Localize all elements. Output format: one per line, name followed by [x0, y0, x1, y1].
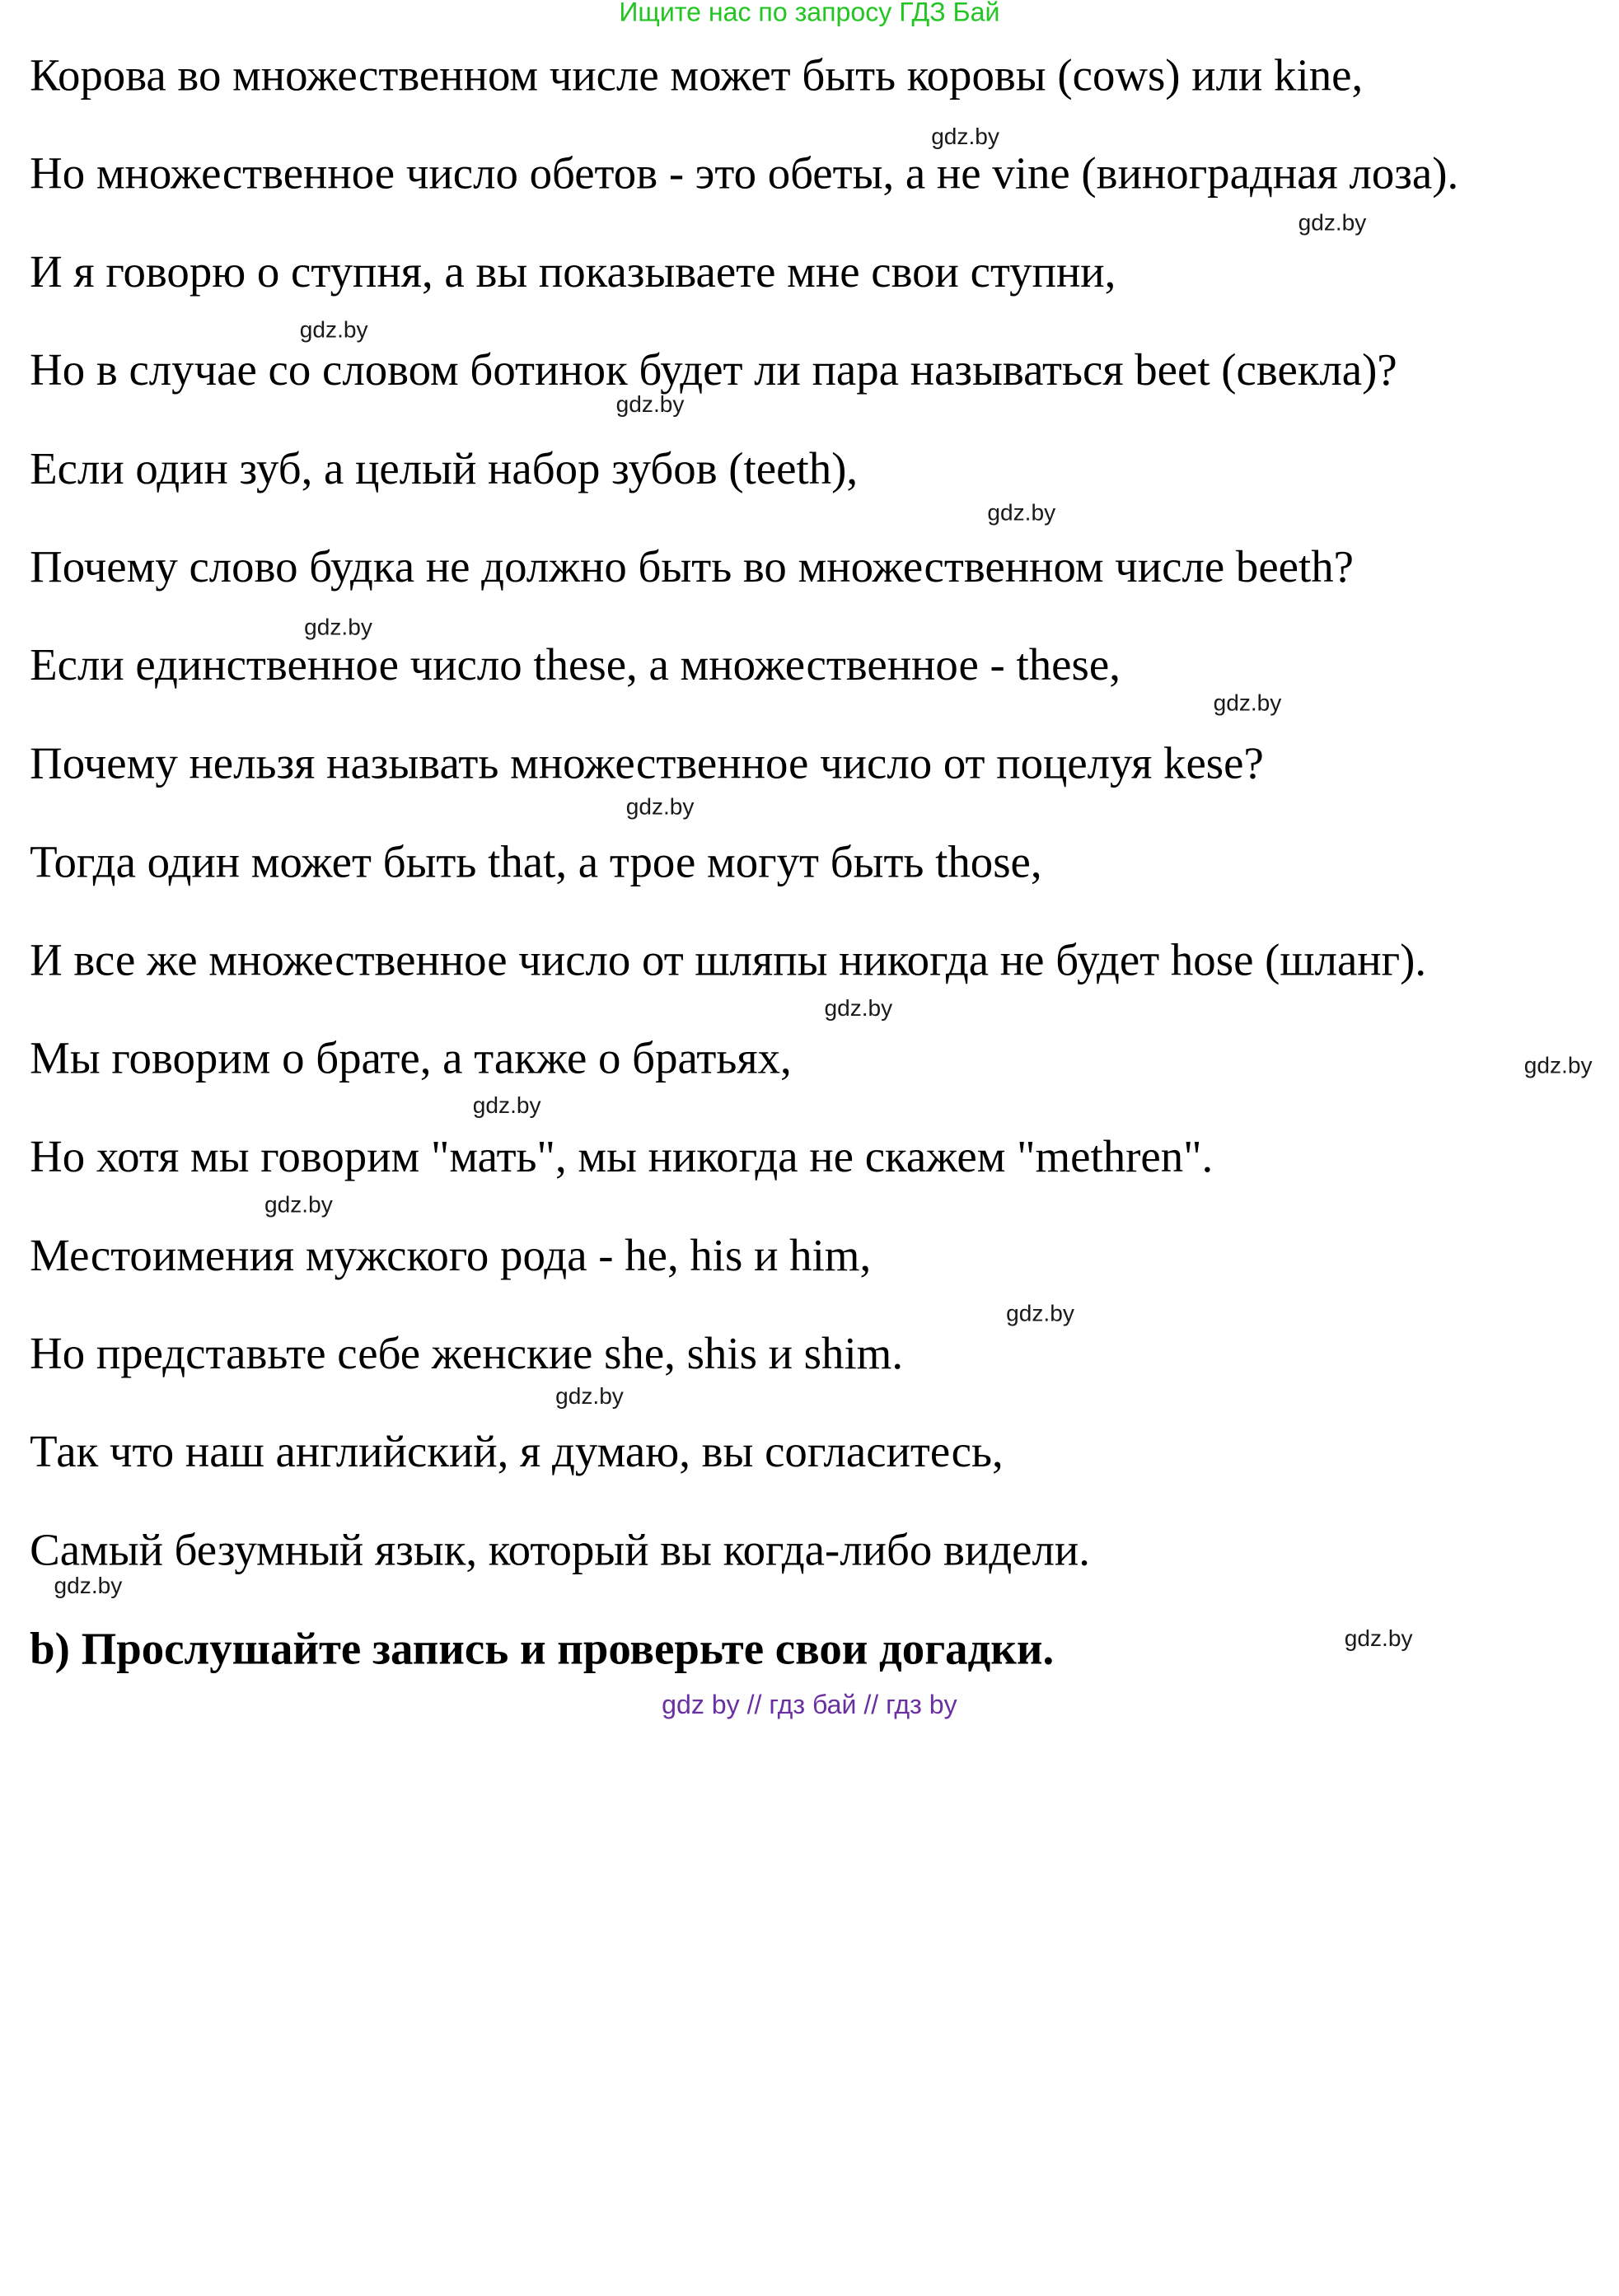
watermark: gdz.by — [1213, 690, 1282, 717]
watermark: gdz.by — [1298, 210, 1367, 236]
watermark: gdz.by — [472, 1092, 541, 1119]
poem-line-6: Почему слово будка не должно быть во множественном числе beeth? — [30, 540, 1355, 592]
footer-banner: gdz by // гдз бай // гдз by — [662, 1690, 957, 1720]
poem-line-16: Самый безумный язык, который вы когда-либо видели. — [30, 1523, 1090, 1575]
watermark: gdz.by — [931, 124, 999, 150]
watermark: gdz.by — [1344, 1626, 1413, 1652]
poem-line-3: И я говорю о ступня, а вы показываете мне свои ступни, — [30, 245, 1116, 297]
watermark: gdz.by — [1523, 1053, 1593, 1079]
watermark: gdz.by — [824, 996, 893, 1022]
watermark: gdz.by — [264, 1192, 333, 1218]
watermark: gdz.by — [987, 500, 1056, 526]
header-search-banner: Ищите нас по запросу ГДЗ Бай — [619, 0, 1000, 28]
poem-line-4: Но в случае со словом ботинок будет ли пара называться beet (свекла)? — [30, 344, 1397, 395]
poem-line-2: Но множественное число обетов - это обеты, а не vine (виноградная лоза). — [30, 147, 1459, 199]
watermark: gdz.by — [555, 1383, 624, 1410]
poem-line-13: Местоимения мужского рода - he, his и him, — [30, 1229, 872, 1281]
poem-line-8: Почему нельзя называть множественное число от поцелуя kese? — [30, 736, 1264, 788]
watermark: gdz.by — [1006, 1301, 1074, 1327]
watermark: gdz.by — [304, 615, 372, 641]
poem-line-7: Если единственное число these, а множественное - these, — [30, 638, 1121, 690]
poem-line-11: Мы говорим о брате, а также о братьях, — [30, 1032, 792, 1083]
poem-line-1: Корова во множественном числе может быть коровы (cows) или kine, — [30, 49, 1364, 101]
watermark: gdz.by — [299, 317, 368, 343]
poem-line-15: Так что наш английский, я думаю, вы согласитесь, — [30, 1425, 1004, 1477]
watermark: gdz.by — [625, 794, 695, 821]
task-b-heading: b) Прослушайте запись и проверьте свои догадки. — [30, 1623, 1055, 1674]
watermark: gdz.by — [54, 1573, 123, 1599]
poem-line-9: Тогда один может быть that, а трое могут быть those, — [30, 836, 1042, 887]
watermark: gdz.by — [615, 392, 685, 418]
poem-line-12: Но хотя мы говорим "мать", мы никогда не скажем "methren". — [30, 1130, 1214, 1181]
poem-line-5: Если один зуб, а целый набор зубов (teeth), — [30, 442, 859, 494]
poem-line-10: И все же множественное число от шляпы никогда не будет hose (шланг). — [30, 934, 1427, 985]
poem-line-14: Но представьте себе женские she, shis и shim. — [30, 1327, 904, 1379]
